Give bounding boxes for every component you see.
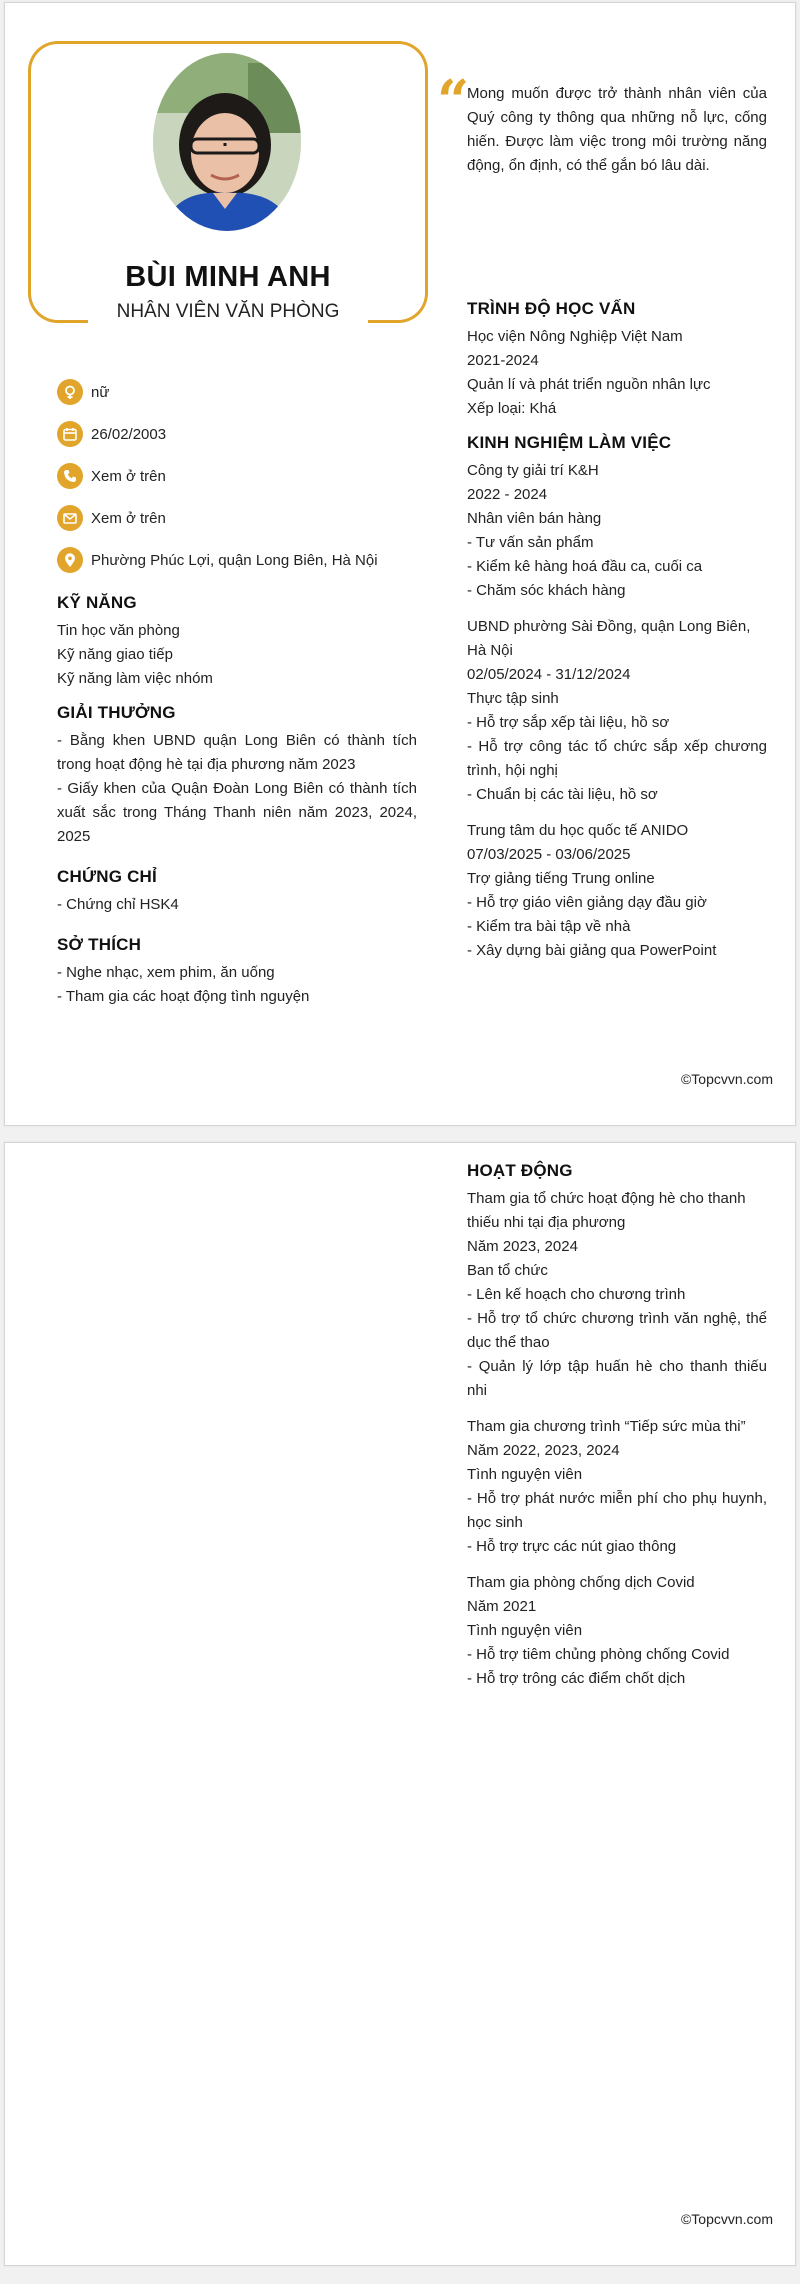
activity-line: Tham gia tổ chức hoạt động hè cho thanh thiếu nhi tại địa phương: [467, 1190, 746, 1231]
activity-line: Tham gia chương trình “Tiếp sức mùa thi”: [467, 1418, 746, 1435]
education-title: TRÌNH ĐỘ HỌC VẤN: [467, 299, 636, 318]
job-title: NHÂN VIÊN VĂN PHÒNG: [116, 301, 340, 322]
experience-item: [467, 459, 767, 603]
email-icon: [57, 505, 83, 531]
experience-section: [467, 433, 767, 963]
activity-line: Năm 2023, 2024: [467, 1238, 578, 1255]
activity-line: Tham gia phòng chống dịch Covid: [467, 1574, 695, 1591]
experience-line: 02/05/2024 - 31/12/2024: [467, 666, 631, 683]
award-item: - Bằng khen UBND quận Long Biên có thành tích trong hoạt động hè tại địa phương năm 2023: [57, 732, 417, 773]
awards-section: [57, 703, 417, 849]
award-item: - Giấy khen của Quận Đoàn Long Biên có thành tích xuất sắc trong Tháng Thanh niên năm 2023, 2024, 2025: [57, 780, 417, 845]
quote-icon: “: [437, 68, 470, 134]
skill-item: Kỹ năng làm việc nhóm: [57, 670, 213, 687]
experience-title: KINH NGHIỆM LÀM VIỆC: [467, 433, 672, 452]
contact-email-text: Xem ở trên: [91, 509, 166, 527]
experience-line: - Kiểm kê hàng hoá đầu ca, cuối ca: [467, 558, 703, 575]
avatar: [153, 53, 301, 231]
experience-line: Trung tâm du học quốc tế ANIDO: [467, 822, 689, 839]
experience-line: - Xây dựng bài giảng qua PowerPoint: [467, 942, 717, 959]
contact-address-text: Phường Phúc Lợi, quận Long Biên, Hà Nội: [91, 551, 378, 569]
gender-icon: [57, 379, 83, 405]
experience-item: [467, 615, 767, 807]
activity-item: [467, 1415, 767, 1559]
experience-line: - Tư vấn sản phẩm: [467, 534, 594, 551]
activity-line: Năm 2022, 2023, 2024: [467, 1442, 620, 1459]
education-grade: Xếp loại: Khá: [467, 400, 557, 417]
hobbies-section: [57, 935, 417, 1009]
contact-gender-text: nữ: [91, 383, 110, 401]
activity-line: Tình nguyện viên: [467, 1622, 583, 1639]
experience-line: 2022 - 2024: [467, 486, 548, 503]
certificate-item: - Chứng chỉ HSK4: [57, 896, 179, 913]
contact-phone: [57, 455, 437, 497]
hobby-item: - Tham gia các hoạt động tình nguyện: [57, 988, 310, 1005]
experience-line: - Hỗ trợ sắp xếp tài liệu, hồ sơ: [467, 714, 670, 731]
footer-watermark: ©Topcvvn.com: [680, 1071, 773, 1087]
hobbies-title: SỞ THÍCH: [57, 935, 142, 954]
contact-birthday-text: 26/02/2003: [91, 425, 167, 443]
skills-title: KỸ NĂNG: [57, 593, 137, 612]
experience-line: - Chăm sóc khách hàng: [467, 582, 626, 599]
right-column: [467, 299, 767, 975]
education-section: [467, 299, 767, 421]
activity-line: Tình nguyện viên: [467, 1466, 583, 1483]
calendar-icon: [57, 421, 83, 447]
experience-line: Trợ giảng tiếng Trung online: [467, 870, 655, 887]
education-school: Học viện Nông Nghiệp Việt Nam: [467, 328, 683, 345]
contact-birthday: [57, 413, 437, 455]
experience-item: [467, 819, 767, 963]
activity-line: - Hỗ trợ tổ chức chương trình văn nghệ, thể dục thể thao: [467, 1310, 767, 1351]
contact-phone-text: Xem ở trên: [91, 467, 166, 485]
left-column: [57, 593, 417, 1021]
activity-line: - Hỗ trợ trông các điểm chốt dịch: [467, 1670, 686, 1687]
experience-line: - Hỗ trợ công tác tổ chức sắp xếp chương trình, hội nghị: [467, 738, 767, 779]
activity-item: [467, 1571, 767, 1691]
location-icon: [57, 547, 83, 573]
certificates-title: CHỨNG CHỈ: [57, 867, 157, 886]
activity-item: [467, 1187, 767, 1403]
education-years: 2021-2024: [467, 352, 539, 369]
experience-line: - Kiểm tra bài tập về nhà: [467, 918, 631, 935]
contact-email: [57, 497, 437, 539]
activity-line: Ban tổ chức: [467, 1262, 548, 1279]
avatar-photo: [153, 53, 301, 231]
footer-watermark: ©Topcvvn.com: [680, 2211, 773, 2227]
experience-line: Thực tập sinh: [467, 690, 559, 707]
activity-line: - Quản lý lớp tập huấn hè cho thanh thiếu nhi: [467, 1358, 767, 1399]
activity-line: - Hỗ trợ trực các nút giao thông: [467, 1538, 677, 1555]
experience-line: - Hỗ trợ giáo viên giảng dạy đầu giờ: [467, 894, 707, 911]
candidate-name: BÙI MINH ANH: [125, 261, 331, 293]
cv-page-2: [4, 1142, 796, 2266]
awards-title: GIẢI THƯỞNG: [57, 703, 176, 722]
contact-gender: [57, 371, 437, 413]
experience-line: Nhân viên bán hàng: [467, 510, 602, 527]
activities-title: HOẠT ĐỘNG: [467, 1161, 573, 1180]
experience-line: - Chuẩn bị các tài liệu, hồ sơ: [467, 786, 658, 803]
education-major: Quản lí và phát triển nguồn nhân lực: [467, 376, 711, 393]
cv-page-1: [4, 2, 796, 1126]
experience-line: UBND phường Sài Đồng, quận Long Biên, Hà Nội: [467, 618, 751, 659]
contact-address: [57, 539, 437, 581]
career-objective: Mong muốn được trở thành nhân viên của Quý công ty thông qua những nỗ lực, cống hiến. Được làm việc trong môi trường năng động, ổn định, có thể gắn bó lâu dài.: [467, 85, 767, 174]
experience-line: Công ty giải trí K&H: [467, 462, 599, 479]
activity-line: Năm 2021: [467, 1598, 537, 1615]
activity-line: - Lên kế hoạch cho chương trình: [467, 1286, 686, 1303]
experience-line: 07/03/2025 - 03/06/2025: [467, 846, 631, 863]
contact-list: [57, 371, 437, 581]
skill-item: Kỹ năng giao tiếp: [57, 646, 173, 663]
certificates-section: [57, 867, 417, 917]
activities-column: [467, 1161, 767, 1703]
skill-item: Tin học văn phòng: [57, 622, 180, 639]
hobby-item: - Nghe nhạc, xem phim, ăn uống: [57, 964, 275, 981]
activity-line: - Hỗ trợ tiêm chủng phòng chống Covid: [467, 1646, 730, 1663]
phone-icon: [57, 463, 83, 489]
activity-line: - Hỗ trợ phát nước miễn phí cho phụ huynh, học sinh: [467, 1490, 767, 1531]
skills-section: [57, 593, 417, 691]
